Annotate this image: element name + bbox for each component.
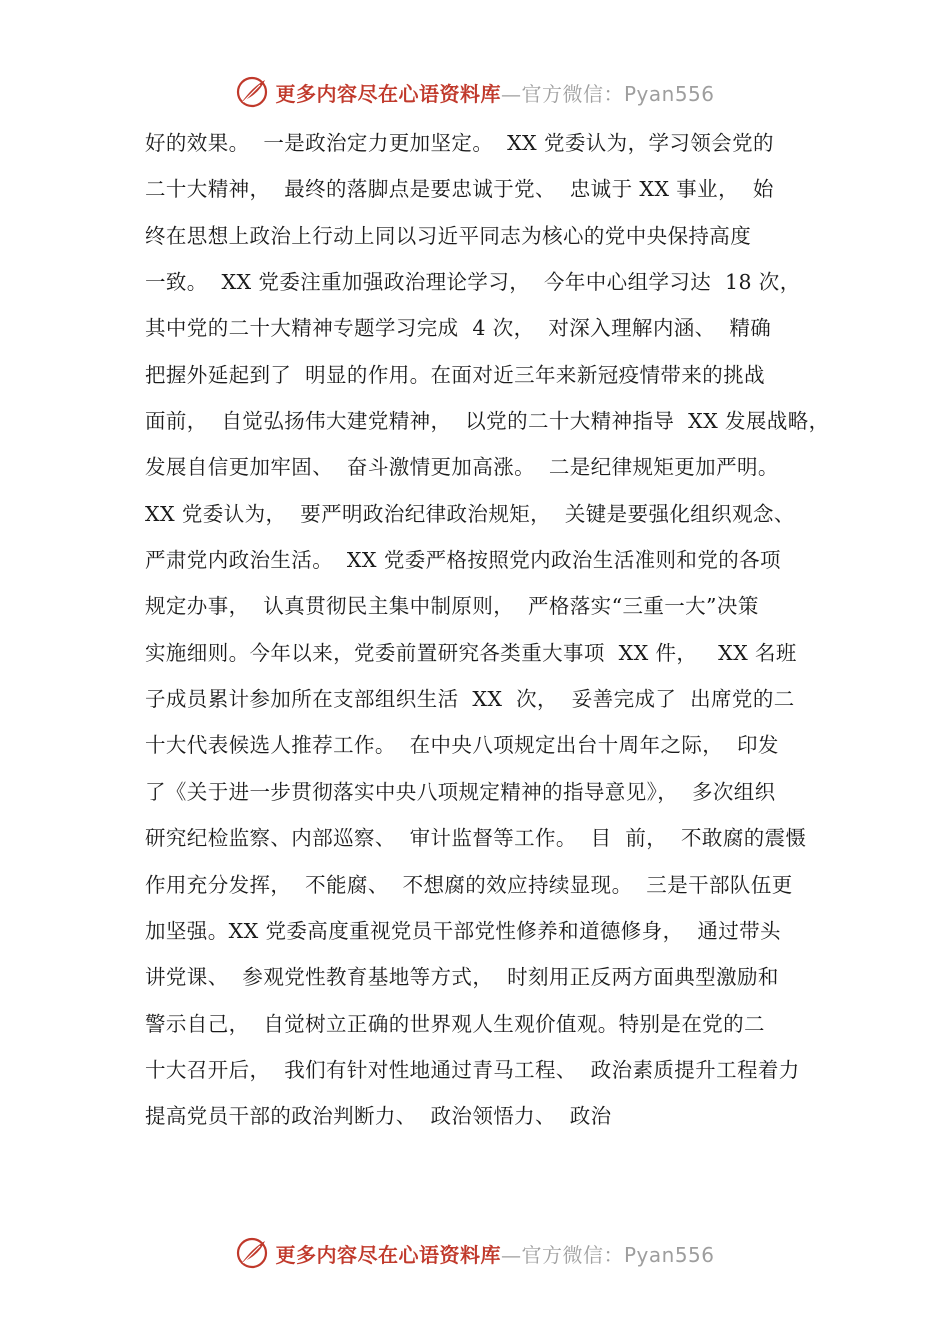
text-line: 十大代表候选人推荐工作。 在中央八项规定出台十周年之际， 印发 [145,733,779,758]
text-line: 把握外延起到了 明显的作用。在面对近三年来新冠疫情带来的挑战 [145,362,765,387]
text-line: 讲党课、 参观党性教育基地等方式， 时刻用正反两方面典型激励和 [145,965,779,990]
text-line: 发展自信更加牢固、 奋斗激情更加高涨。 二是纪律规矩更加严明。 [145,455,779,480]
banner-dash: — [500,1242,522,1267]
text-line: 实施细则。今年以来，党委前置研究各类重大事项 XX 件， XX 名班 [145,640,797,665]
text-line: XX 党委认为， 要严明政治纪律政治规矩， 关键是要强化组织观念、 [145,501,795,526]
text-line: 二十大精神， 最终的落脚点是要忠诚于党、 忠诚于 XX 事业， 始 [145,177,774,202]
text-line: 作用充分发挥， 不能腐、 不想腐的效应持续显现。 三是干部队伍更 [145,872,793,897]
text-line: 提高党员干部的政治判断力、 政治领悟力、 政治 [145,1104,612,1129]
header-banner [0,72,950,112]
text-line: 子成员累计参加所在支部组织生活 XX 次， 妥善完成了 出席党的二 [145,687,795,712]
body-text [145,120,830,1140]
banner-text [275,1239,714,1268]
feather-seal-icon [235,1236,269,1270]
banner-wechat-label: 官方微信： [521,81,624,106]
banner-title: 更多内容尽在心语资料库 [275,1242,501,1267]
banner-text [275,78,714,107]
banner-wechat-id: Pyan556 [623,1242,715,1267]
text-line: 加坚强。XX 党委高度重视党员干部党性修养和道德修身， 通过带头 [145,918,781,943]
banner-wechat-id: Pyan556 [623,81,715,106]
text-line: 严肃党内政治生活。 XX 党委严格按照党内政治生活准则和党的各项 [145,548,781,573]
text-line: 研究纪检监察、内部巡察、 审计监督等工作。 目 前， 不敢腐的震慑 [145,826,807,851]
feather-seal-icon [235,75,269,109]
banner-dash: — [500,81,522,106]
text-line: 其中党的二十大精神专题学习完成 4 次， 对深入理解内涵、 精确 [145,316,772,341]
text-line: 十大召开后， 我们有针对性地通过青马工程、 政治素质提升工程着力 [145,1057,800,1082]
text-line: 一致。 XX 党委注重加强政治理论学习， 今年中心组学习达 18 次， [145,270,801,295]
text-line: 规定办事， 认真贯彻民主集中制原则， 严格落实“三重一大”决策 [145,594,759,619]
text-line: 了《关于进一步贯彻落实中央八项规定精神的指导意见》， 多次组织 [145,779,776,804]
text-line: 警示自己， 自觉树立正确的世界观人生观价值观。特别是在党的二 [145,1011,765,1036]
banner-wechat-label: 官方微信： [521,1242,624,1267]
text-line: 面前， 自觉弘扬伟大建党精神， 以党的二十大精神指导 XX 发展战略， [145,409,830,434]
text-line: 好的效果。 一是政治定力更加坚定。 XX 党委认为，学习领会党的 [145,131,774,155]
banner-title: 更多内容尽在心语资料库 [275,81,501,106]
text-line: 终在思想上政治上行动上同以习近平同志为核心的党中央保持高度 [145,223,752,248]
footer-banner [0,1233,950,1273]
